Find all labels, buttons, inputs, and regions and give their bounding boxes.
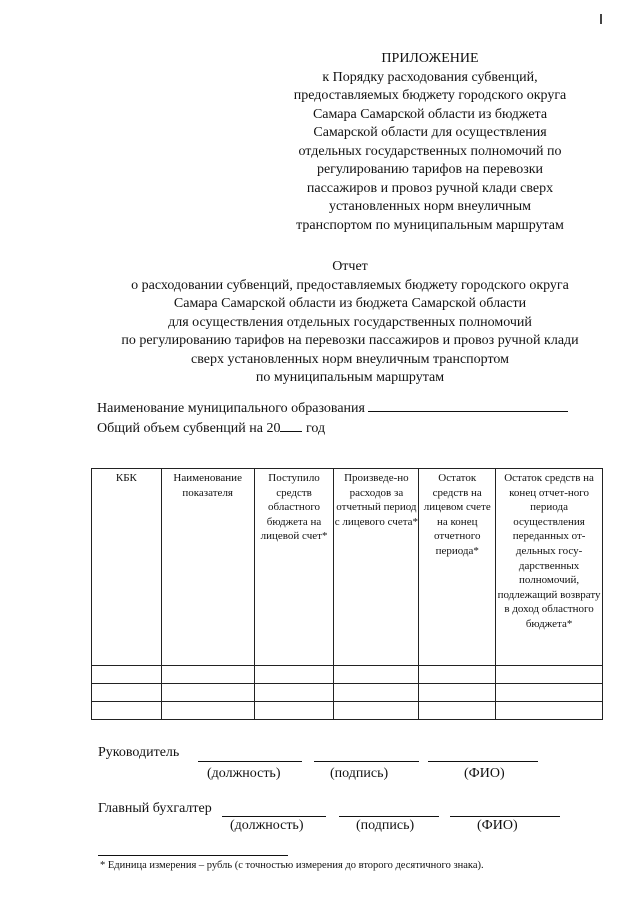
header-received-funds: Поступило средств областного бюджета на лицевой счет* xyxy=(254,469,334,666)
table-cell[interactable] xyxy=(254,684,334,702)
appendix-line: предоставляемых бюджету городского округа xyxy=(293,88,567,103)
header-kbk: КБК xyxy=(92,469,162,666)
table-cell[interactable] xyxy=(92,684,162,702)
table-cell[interactable] xyxy=(496,702,603,720)
table-row xyxy=(92,666,603,684)
table-cell[interactable] xyxy=(161,702,254,720)
table-cell[interactable] xyxy=(334,684,419,702)
accountant-name-line[interactable] xyxy=(450,816,560,817)
table-cell[interactable] xyxy=(496,684,603,702)
report-line: сверх установленных норм внеуличным транспортом xyxy=(191,351,509,367)
header-expenses: Произведе-но расходов за отчетный период с лицевого счета* xyxy=(334,469,419,666)
report-table xyxy=(91,468,603,720)
table-cell[interactable] xyxy=(496,666,603,684)
year-blank[interactable] xyxy=(280,419,302,432)
head-position-line[interactable] xyxy=(198,761,302,762)
table-cell[interactable] xyxy=(419,702,496,720)
appendix-line: транспортом по муниципальным маршрутам xyxy=(296,217,564,233)
appendix-title: ПРИЛОЖЕНИЕ xyxy=(381,51,479,66)
report-heading xyxy=(60,258,640,388)
report-line: Самара Самарской области из бюджета Самарской области xyxy=(173,296,527,311)
table-cell[interactable] xyxy=(161,684,254,702)
accountant-position-line[interactable] xyxy=(222,816,326,817)
head-name-caption: (ФИО) xyxy=(464,766,505,781)
table-header-row xyxy=(92,469,603,666)
header-balance-return: Остаток средств на конец отчет-ного периода осуществления переданных от-дельных госу-дарственных полномочий, подлежащий возврату в доход областного бюджета* xyxy=(496,469,603,666)
table-cell[interactable] xyxy=(92,702,162,720)
report-line: по регулированию тарифов на перевозки пассажиров и провоз ручной клади xyxy=(121,333,579,348)
head-position-caption: (должность) xyxy=(207,766,281,781)
table-row xyxy=(92,684,603,702)
appendix-block xyxy=(280,50,580,235)
header-balance-end: Остаток средств на лицевом счете на конец отчетного периода* xyxy=(419,469,496,666)
appendix-line: Самарской области для осуществления xyxy=(313,125,547,140)
accountant-position-caption: (должность) xyxy=(230,818,304,833)
report-line: по муниципальным маршрутам xyxy=(255,370,445,385)
subvention-total-label: Общий объем субвенций на 20 xyxy=(97,421,281,436)
municipality-blank[interactable] xyxy=(368,399,568,412)
footnote: * Единица измерения – рубль (с точностью измерения до второго десятичного знака). xyxy=(100,860,484,871)
appendix-line: установленных норм внеуличным xyxy=(329,199,531,214)
report-line: о расходовании субвенций, предоставляемых бюджету городского округа xyxy=(131,277,569,293)
appendix-line: к Порядку расходования субвенций, xyxy=(322,69,538,85)
head-signature-caption: (подпись) xyxy=(330,766,389,781)
accountant-signature-line[interactable] xyxy=(339,816,439,817)
table-cell[interactable] xyxy=(92,666,162,684)
appendix-line: Самара Самарской области из бюджета xyxy=(312,106,548,122)
table-cell[interactable] xyxy=(334,702,419,720)
footnote-rule xyxy=(98,855,288,856)
head-name-line[interactable] xyxy=(428,761,538,762)
accountant-label: Главный бухгалтер xyxy=(98,801,212,816)
appendix-line: регулированию тарифов на перевозки xyxy=(316,162,544,177)
table-cell[interactable] xyxy=(419,684,496,702)
table-cell[interactable] xyxy=(419,666,496,684)
report-title: Отчет xyxy=(332,259,368,274)
table-row xyxy=(92,702,603,720)
head-signature-line[interactable] xyxy=(314,761,419,762)
scan-mark xyxy=(600,14,602,24)
table-cell[interactable] xyxy=(161,666,254,684)
accountant-signature-caption: (подпись) xyxy=(356,818,415,833)
table-cell[interactable] xyxy=(334,666,419,684)
report-line: для осуществления отдельных государственных полномочий xyxy=(168,314,532,330)
subvention-total-suffix: год xyxy=(305,421,326,436)
accountant-name-caption: (ФИО) xyxy=(477,818,518,833)
header-indicator-name: Наименование показателя xyxy=(161,469,254,666)
report-fields xyxy=(97,399,568,439)
table-cell[interactable] xyxy=(254,666,334,684)
head-label: Руководитель xyxy=(98,745,180,760)
appendix-line: отдельных государственных полномочий по xyxy=(298,143,562,159)
table-cell[interactable] xyxy=(254,702,334,720)
municipality-label: Наименование муниципального образования xyxy=(97,401,365,416)
appendix-line: пассажиров и провоз ручной клади сверх xyxy=(306,180,554,196)
